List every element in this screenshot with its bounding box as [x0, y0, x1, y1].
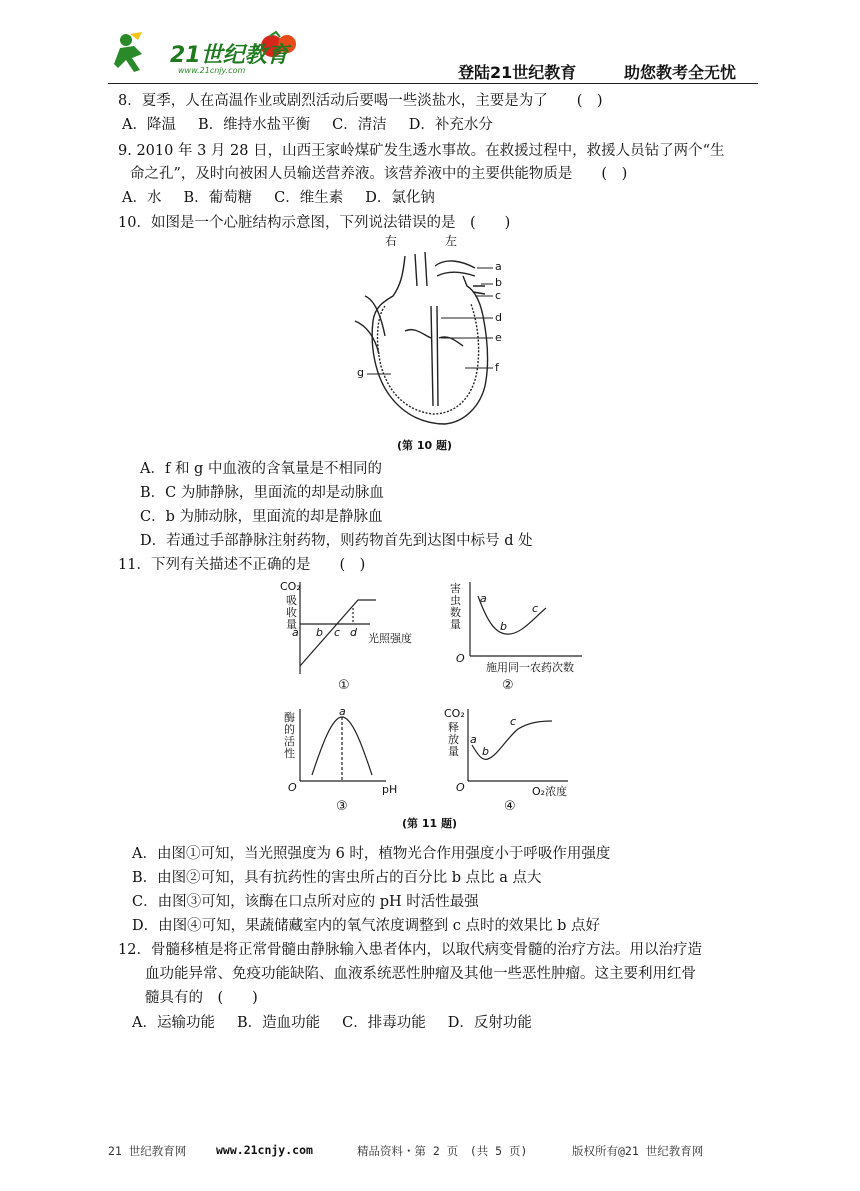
footer-page-info: 精品资料・第 2 页 (共 5 页) — [357, 1144, 528, 1158]
q10-caption: (第 10 题) — [397, 439, 453, 452]
graph-1-plot-icon — [278, 578, 418, 678]
slogan-left: 登陆21世纪教育 — [458, 63, 577, 82]
graph-1-ylabel-2: 收 — [286, 606, 297, 619]
q11-stem: 11．下列有关描述不正确的是 ( ) — [118, 557, 366, 573]
q11-option-b: B．由图②可知，具有抗药性的害虫所占的百分比 b 点比 a 点大 — [132, 870, 542, 886]
heart-label-b: b — [495, 276, 502, 289]
q8-stem: 8．夏季，人在高温作业或剧烈活动后要喝一些淡盐水，主要是为了 ( ) — [118, 93, 603, 109]
q8-option-b: B．维持水盐平衡 — [197, 117, 311, 133]
footer-url[interactable]: www.21cnjy.com — [216, 1143, 313, 1157]
graph-1-point-a: a — [292, 626, 299, 639]
graph-1-ylabel-0: CO₂ — [280, 580, 301, 593]
q12-option-c: C．排毒功能 — [342, 1015, 426, 1031]
graph-1 — [278, 578, 418, 698]
graph-4-ylabel-3: 量 — [448, 745, 459, 758]
q11-caption: (第 11 题) — [402, 817, 458, 830]
graph-2-ylabel-2: 数 — [450, 606, 461, 619]
graph-2-point-c: c — [532, 602, 539, 615]
q10-option-c: C．b 为肺动脉，里面流的却是静脉血 — [140, 509, 383, 525]
heart-label-e: e — [495, 331, 502, 344]
graph-4-origin: O — [456, 781, 465, 794]
q9-option-a: A．水 — [122, 190, 162, 206]
graph-3-ylabel-2: 活 — [284, 735, 295, 748]
graph-4-ylabel-0: CO₂ — [444, 707, 465, 720]
q10-option-d: D．若通过手部静脉注射药物，则药物首先到达图中标号 d 处 — [140, 533, 533, 549]
q12-option-d: D．反射功能 — [447, 1015, 532, 1031]
logo-url: www.21cnjy.com — [178, 66, 246, 75]
q10-option-b: B．C 为肺静脉，里面流的却是动脉血 — [140, 485, 384, 501]
logo-text: 21世纪教育 — [170, 43, 289, 68]
q11-option-d: D．由图④可知，果蔬储藏室内的氧气浓度调整到 c 点时的效果比 b 点好 — [132, 918, 600, 934]
graph-2-ylabel-1: 虫 — [450, 594, 461, 607]
footer-copyright: 版权所有@21 世纪教育网 — [572, 1144, 704, 1158]
graph-2-plot-icon — [450, 578, 600, 668]
q10-option-a: A．f 和 g 中血液的含氧量是不相同的 — [140, 461, 382, 477]
q12-stem-line1: 12．骨髓移植是将正常骨髓由静脉输入患者体内，以取代病变骨髓的治疗方法。用以治疗造 — [118, 942, 702, 958]
header-divider — [108, 83, 758, 84]
graph-4-point-c: c — [510, 715, 517, 728]
graph-4 — [444, 705, 594, 825]
heart-figure — [345, 232, 525, 452]
heart-label-c: c — [495, 289, 502, 302]
graph-3-xlabel: pH — [382, 783, 398, 796]
graph-1-ylabel-3: 量 — [286, 618, 297, 631]
graph-3-point-a: a — [339, 705, 346, 718]
q8-option-a: A．降温 — [122, 117, 176, 133]
graph-4-ylabel-1: 释 — [448, 721, 459, 734]
graph-1-number: ① — [338, 678, 350, 693]
graph-4-ylabel-2: 放 — [448, 733, 459, 746]
heart-label-a: a — [495, 260, 502, 273]
graph-2-ylabel-0: 害 — [450, 582, 461, 595]
graph-3-plot-icon — [278, 705, 418, 795]
graph-3-ylabel-1: 的 — [284, 723, 295, 736]
q10-stem: 10．如图是一个心脏结构示意图，下列说法错误的是 ( ) — [118, 215, 511, 231]
heart-left-label: 左 — [445, 234, 458, 248]
graph-3-number: ③ — [336, 799, 348, 814]
graph-4-point-b: b — [482, 745, 489, 758]
footer-left: 21 世纪教育网 — [108, 1144, 187, 1158]
graph-4-number: ④ — [504, 799, 516, 814]
graph-1-point-c: c — [334, 626, 341, 639]
q9-option-d: D．氯化钠 — [365, 190, 435, 206]
graph-4-xlabel: O₂浓度 — [532, 785, 568, 798]
graph-2-point-a: a — [480, 592, 487, 605]
graph-2-ylabel-3: 量 — [450, 618, 461, 631]
q9-stem-line2: 命之孔”，及时向被困人员输送营养液。该营养液中的主要供能物质是 ( ) — [130, 166, 628, 182]
graph-2-number: ② — [502, 678, 514, 693]
graph-2 — [450, 578, 600, 698]
graph-1-point-b: b — [316, 626, 323, 639]
q12-option-b: B．造血功能 — [236, 1015, 321, 1031]
graph-1-point-d: d — [350, 626, 357, 639]
slogan-right: 助您教考全无忧 — [624, 63, 737, 82]
q9-options — [122, 187, 457, 209]
q12-option-a: A．运输功能 — [132, 1015, 215, 1031]
heart-label-f: f — [495, 361, 499, 374]
heart-label-d: d — [495, 311, 502, 324]
q9-option-b: B．葡萄糖 — [183, 190, 253, 206]
graph-3-origin: O — [288, 781, 297, 794]
q11-option-a: A．由图①可知，当光照强度为 6 时，植物光合作用强度小于呼吸作用强度 — [132, 846, 611, 862]
q8-option-c: C．清洁 — [332, 117, 387, 133]
q8-option-d: D．补充水分 — [408, 117, 493, 133]
graph-3 — [278, 705, 418, 825]
graph-2-point-b: b — [500, 620, 507, 633]
graph-4-plot-icon — [444, 705, 594, 795]
q12-options — [132, 1012, 554, 1034]
graph-3-ylabel-3: 性 — [284, 747, 295, 760]
graph-2-xlabel: 施用同一农药次数 — [486, 661, 574, 674]
graph-1-xlabel: 光照强度 — [368, 632, 412, 645]
q11-option-c: C．由图③可知，该酶在口点所对应的 pH 时活性最强 — [132, 894, 479, 910]
q12-stem-line3: 髓具有的 ( ) — [145, 990, 258, 1006]
heart-right-label: 右 — [385, 234, 398, 248]
graph-3-ylabel-0: 酶 — [284, 711, 295, 724]
q9-stem-line1: 9. 2010 年 3 月 28 日，山西王家岭煤矿发生透水事故。在救援过程中，救援人员钻了两个“生 — [118, 143, 725, 159]
graph-1-ylabel-1: 吸 — [286, 594, 297, 607]
q8-options — [122, 114, 515, 136]
graph-4-point-a: a — [470, 733, 477, 746]
q12-stem-line2: 血功能异常、免疫功能缺陷、血液系统恶性肿瘤及其他一些恶性肿瘤。这主要利用红骨 — [145, 966, 696, 982]
heart-label-g: g — [357, 366, 364, 379]
q9-option-c: C．维生素 — [274, 190, 344, 206]
graph-2-origin: O — [456, 652, 465, 665]
